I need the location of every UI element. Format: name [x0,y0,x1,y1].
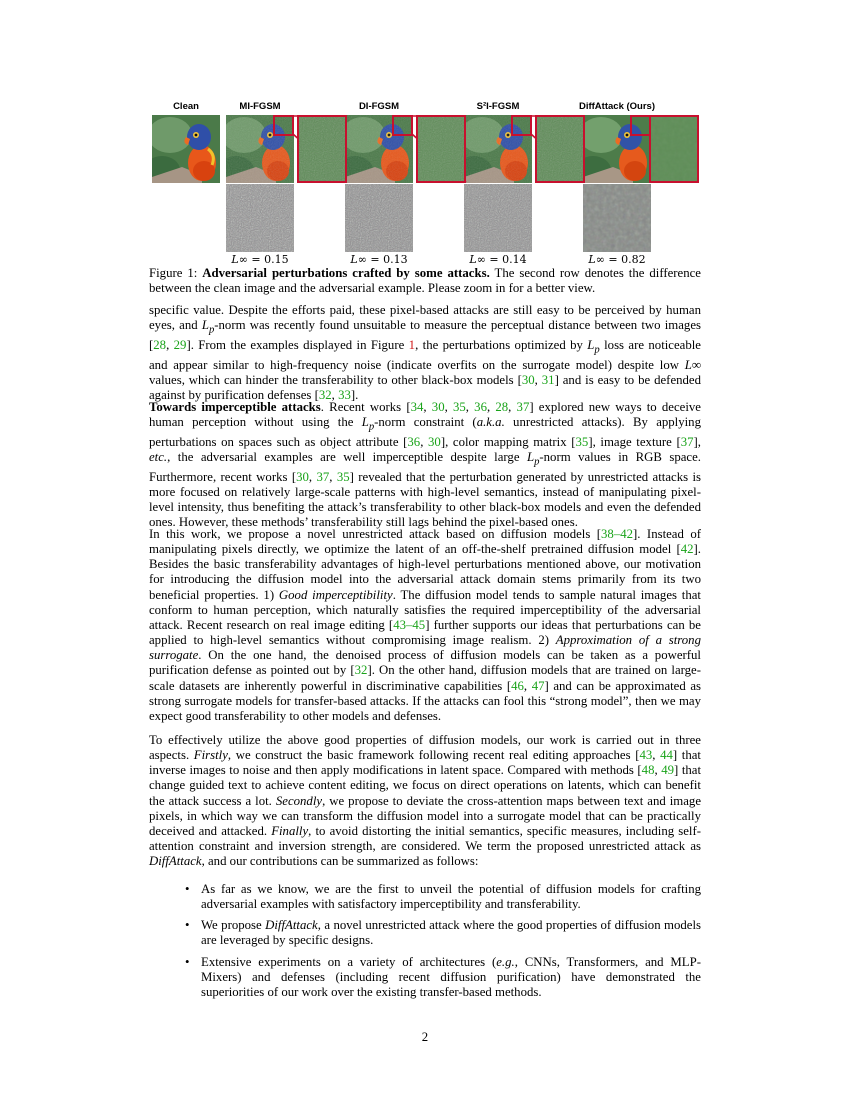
text: values, which can hinder the transferability to other black-box models [ [149,372,522,387]
text-italic: DiffAttack [265,918,318,933]
citation-link[interactable]: 37 [516,400,530,414]
text: ]. On the other hand, diffusion models that are trained on large-scale datasets are inherently powerful in discriminative capabilities [ [149,663,701,693]
text-italic: Good imperceptibility [278,587,393,602]
caption-rest: The second row denotes the difference between the clean image and the adversarial example. Please zoom in for a better view. [149,266,701,296]
citation-link[interactable]: 33 [338,387,351,402]
text: , [486,400,496,414]
text: As far as we know, we are the first to unveil the potential of diffusion models for crafting adversarial examples with satisfactory imperceptibility and transferability. [201,882,701,912]
text: , [444,400,453,414]
text-italic: Secondly [275,793,323,808]
text: , [654,763,662,778]
linf-symbol: L∞ = [231,253,265,266]
citation-link[interactable]: 46 [511,678,524,693]
col-label-mi-fgsm: MI-FGSM [239,101,281,112]
citation-link[interactable]: 30 [428,434,441,449]
citation-link[interactable]: 38–42 [601,527,634,541]
linf-s2i-fgsm [454,253,542,266]
citation-link[interactable]: 37 [680,434,694,449]
text: -norm values in RGB space. Furthermore, recent works [ [149,450,701,484]
text: ], [693,434,701,449]
list-item [185,882,701,912]
text: , the perturbations optimized by [415,337,588,352]
mi-fgsm-zoom-panel [297,115,347,183]
text: ], image texture [ [588,434,681,449]
text-italic: e.g. [496,954,515,969]
text: , we construct the basic framework following recent real editing approaches [ [227,748,640,763]
s2i-fgsm-zoom-panel [535,115,585,183]
math-sub: p [368,421,375,433]
text: -norm constraint ( [374,415,477,430]
text-italic: Finally [271,823,309,838]
math: L∞ [684,357,701,372]
citation-link[interactable]: 35 [336,469,350,484]
text: , [534,372,542,387]
citation-link[interactable]: 30 [296,469,309,484]
math-sub: p [534,456,540,468]
citation-link[interactable]: 47 [531,678,545,693]
text: , [423,400,432,414]
citation-link[interactable]: 30 [431,400,445,414]
mi-fgsm-perturbation [226,184,294,252]
text: , and our contributions can be summarized as follows: [201,854,479,869]
citation-link[interactable]: 31 [541,372,555,387]
citation-link[interactable]: 36 [407,434,421,449]
text-italic: Firstly [193,748,228,763]
text-italic: etc. [149,450,168,465]
text: , [166,337,174,352]
di-fgsm-zoom-panel [416,115,466,183]
text: , [331,387,339,402]
linf-value: 0.14 [502,253,527,266]
text: , a novel unrestricted attack where the good properties of diffusion models are leveraged by specific designs. [201,918,701,948]
citation-link[interactable]: 28 [495,400,509,414]
text-italic: Approximation of a strong surrogate [149,633,701,663]
text: . The diffusion model tends to sample natural images that conform to human perception, which naturally satisfies the required imperceptibility of the adversarial attack. Recent research on real image editing [ [149,587,701,632]
text-italic: a.k.a. [476,415,505,430]
text: , we propose to deviate the cross-attention maps between text and image pixels, in which way we can transform the diffusion model into a surrogate model that can be practically deceived and attacked. [149,793,701,838]
linf-diffattack [573,253,661,266]
text: . On the one hand, the denoised process of diffusion models can be taken as a powerful purification defense as pointed out by [ [149,648,701,678]
math: L [201,318,209,333]
citation-link[interactable]: 43–45 [393,617,426,632]
paragraph-heading: Towards imperceptible attacks [149,400,321,414]
col-label-diffattack: DiffAttack (Ours) [578,101,655,112]
citation-link[interactable]: 34 [410,400,424,414]
citation-link[interactable]: 30 [521,372,535,387]
diffattack-zoom-panel [649,115,699,183]
math: L [587,337,595,352]
text: unrestricted attacks). By applying perturbations on spaces such as object attribute [ [149,415,701,449]
math: L [361,415,369,430]
text: , [523,678,532,693]
text: , [329,469,337,484]
citation-link[interactable]: 29 [173,337,187,352]
caption-bold: Adversarial perturbations crafted by some attacks. [202,266,490,280]
text: . Recent works [ [320,400,411,414]
paragraph-3 [149,527,701,724]
text: , [508,400,517,414]
linf-value: 0.82 [621,253,646,266]
text: specific value. Despite the efforts paid, these pixel-based attacks are still easy to be perceived by human eyes, and [149,303,701,333]
di-fgsm-perturbation [345,184,413,252]
figure-1 [0,0,850,300]
figure-ref-link[interactable]: 1 [408,337,416,352]
text: ], color mapping matrix [ [440,434,576,449]
page-number: 2 [421,1030,429,1044]
text: ] and can be approximated as strong surrogate models for transfer-based attacks. If the attacks can fool this “strong model”, then we may expect good transferability to other models and defenses. [149,678,701,723]
text: ] that change guided text to achieve content editing, we focus on direct operations on latents, which can benefit the attack success a lot. [149,763,702,808]
text: ]. Besides the basic transferability advantages of high-level perturbations mentioned above, our motivation for introducing the diffusion model into the adversarial attack domain stems primarily from its two beneficial properties. 1) [149,542,701,602]
citation-link[interactable]: 49 [661,763,675,778]
citation-link[interactable]: 35 [575,434,589,449]
citation-link[interactable]: 36 [474,400,487,414]
text: , CNNs, Transformers, and MLP-Mixers) and defenses (including recent diffusion purification) have demonstrated the superiorities of our work over the existing transfer-based methods. [201,954,701,999]
col-label-di-fgsm: DI-FGSM [358,101,400,112]
citation-link[interactable]: 42 [680,542,694,557]
paragraph-2 [149,400,701,530]
linf-symbol: L∞ = [588,253,622,266]
paragraph-1 [149,303,701,403]
citation-link[interactable]: 43 [639,748,653,763]
col-label-s2i-fgsm: S²I-FGSM [476,101,520,112]
math: L [526,450,535,465]
citation-link[interactable]: 37 [316,469,330,484]
text: ]. From the examples displayed in Figure [186,337,409,352]
math-sub: p [208,324,215,336]
citation-link[interactable]: 48 [641,763,655,778]
text: ] and is easy to be defended against by purification defenses [ [149,372,701,402]
citation-link[interactable]: 35 [452,400,466,414]
text: , [308,469,317,484]
text: , [465,400,475,414]
col-label-clean: Clean [173,101,199,112]
text: ] revealed that the perturbation generated by unrestricted attacks is more focused on relatively large-scale patterns with high-level semantics, instead of manipulating pixel-level intensity, thus benefiting the attack’s transferability to other black-box models and even the defended ones. However, these methods’ transferability still lags behind the pixel-based ones. [149,469,701,530]
text: , to avoid distorting the initial semantics, specific measures, including self-attention constraint and inversion strength, are considered. We term the proposed unrestricted attack as [149,823,701,854]
text: To effectively utilize the above good properties of diffusion models, our work is carried out in three aspects. [149,733,701,763]
text-italic: DiffAttack [149,854,202,869]
text: ]. Instead of manipulating pixels directly, we optimize the latent of an off-the-shelf pretrained diffusion model [ [149,527,701,557]
linf-symbol: L∞ = [350,253,384,266]
list-item [185,955,701,1000]
text: ] explored new ways to deceive human perception without using the [149,400,701,430]
caption-prefix: Figure 1: [149,266,203,280]
text: , [652,748,661,763]
text: -norm was recently found unsuitable to measure the perceptual distance between two images [ [149,318,701,352]
s2i-fgsm-perturbation [464,184,532,252]
text: Extensive experiments on a variety of architectures ( [201,954,497,969]
linf-mi-fgsm [216,253,304,266]
text: , [420,434,429,449]
text: In this work, we propose a novel unrestricted attack based on diffusion models [ [149,527,602,541]
text: ] further supports our ideas that perturbations can be applied to high-level semantics without compromising image realism. 2) [149,617,701,648]
bullet-icon: • [185,882,190,896]
list-item [185,918,701,948]
math-sub: p [594,344,600,356]
linf-value: 0.15 [264,253,289,266]
diffattack-perturbation [583,184,651,252]
linf-di-fgsm [335,253,423,266]
text: , the adversarial examples are well imperceptible despite large [167,450,527,465]
text: We propose [201,918,266,933]
citation-link[interactable]: 32 [318,387,332,402]
bullet-icon: • [185,918,190,933]
bullet-icon: • [185,954,190,969]
text: ] that inverse images to noise and then apply modifications in latent space. Compared with methods [ [149,748,701,778]
linf-value: 0.13 [383,253,408,266]
citation-link[interactable]: 28 [153,337,167,352]
figure-caption [149,266,701,296]
text: loss are noticeable and appear similar to high-frequency noise (indicate overfits on the surrogate model) despite low [149,337,701,372]
linf-symbol: L∞ = [469,253,503,266]
citation-link[interactable]: 44 [660,748,673,763]
text: ]. [350,387,359,402]
contributions-list [185,882,701,1006]
paragraph-4 [149,733,701,869]
citation-link[interactable]: 32 [354,663,368,678]
